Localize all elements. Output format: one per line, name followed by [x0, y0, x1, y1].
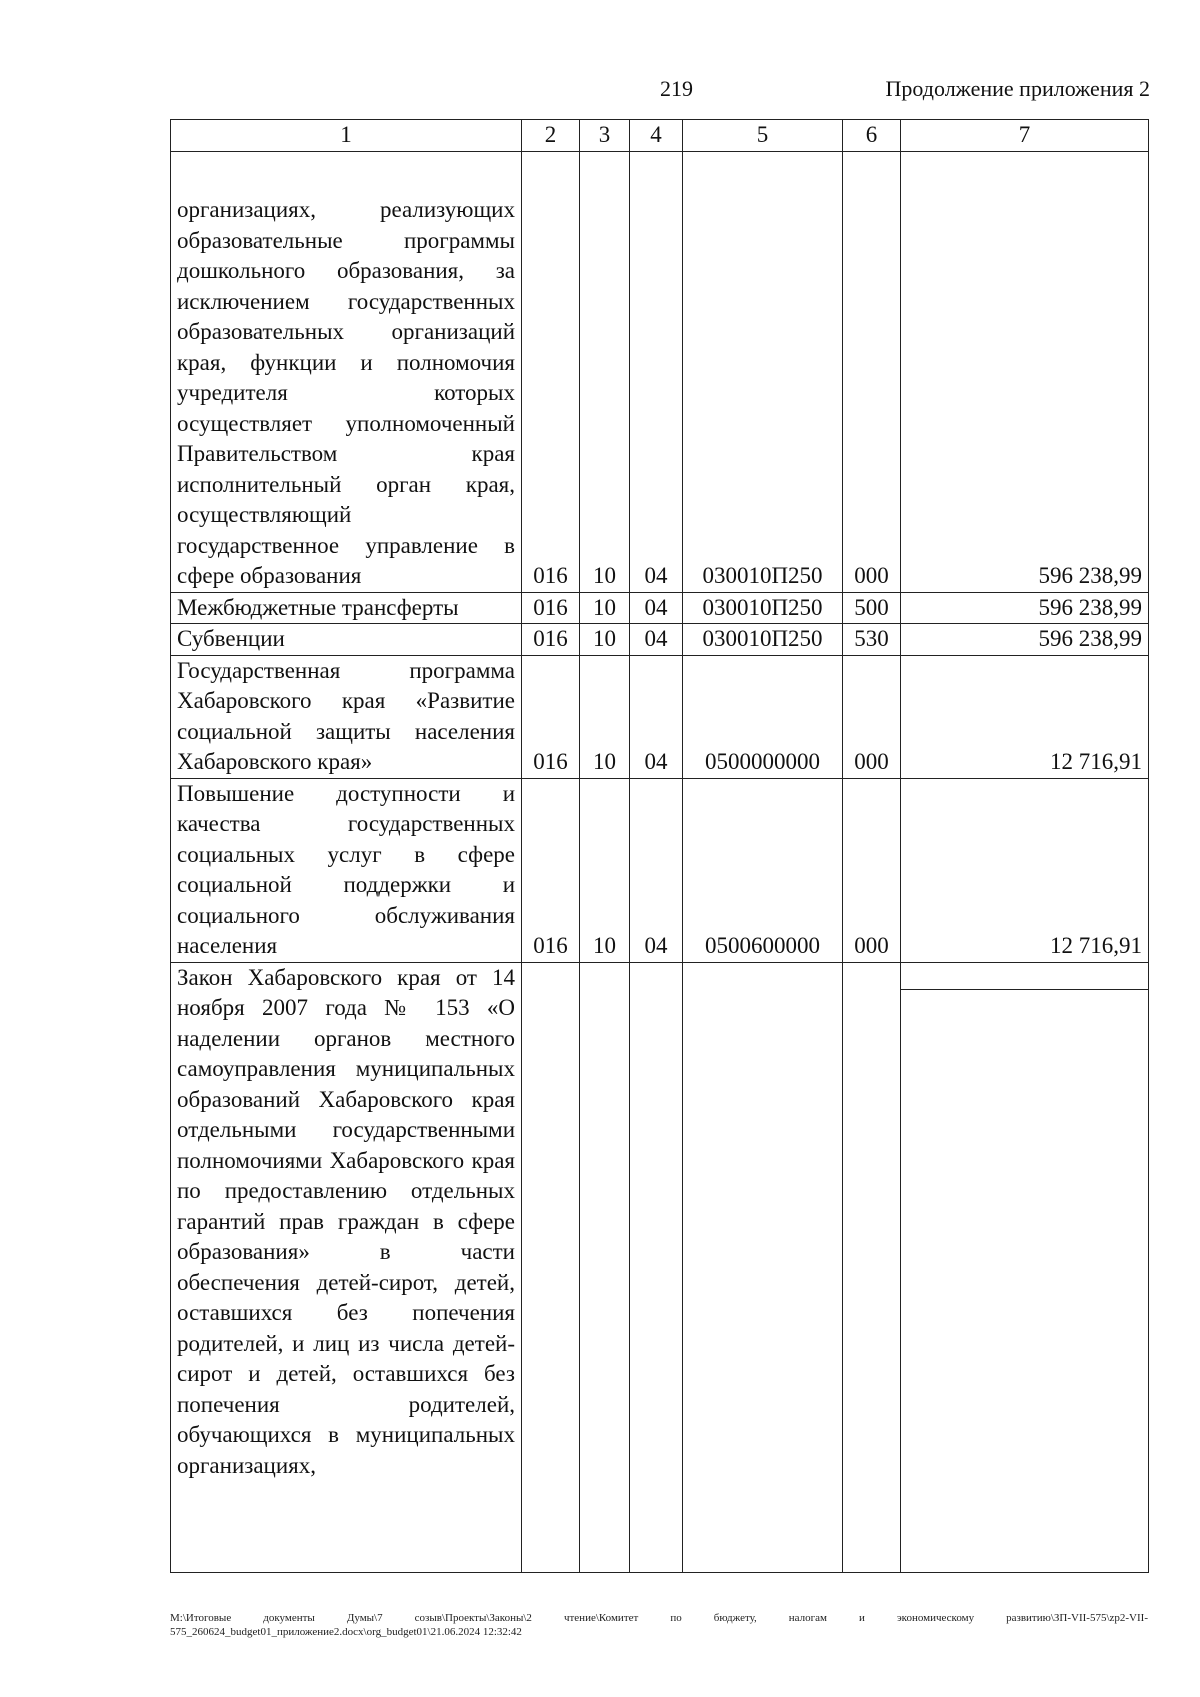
col-header-5: 5	[683, 120, 843, 152]
row-c3: 10	[580, 778, 630, 962]
row-c6	[843, 962, 901, 1572]
row-name: Государственная программа Хабаровского края «Развитие социальной защиты населения Хабаровского края»	[171, 655, 522, 778]
row-name: Закон Хабаровского края от 14 ноября 2007 года № 153 «О наделении органов местного самоуправления муниципальных образований Хабаровского края отдельными государственными полномочиями Хабаровского края по предоставлению отдельных гарантий прав граждан в сфере образования» в части обеспечения детей-сирот, детей, оставшихся без попечения родителей, и лиц из числа детей-сирот и детей, оставшихся без попечения родителей, обучающихся в муниципальных организациях,	[171, 962, 522, 1572]
row-c5: 030010П250	[683, 624, 843, 656]
row-c5: 030010П250	[683, 151, 843, 592]
row-c7: 12 716,91	[901, 655, 1149, 778]
row-c3	[580, 962, 630, 1572]
row-c7: 12 716,91	[901, 778, 1149, 962]
row-c5: 0500600000	[683, 778, 843, 962]
row-c5: 0500000000	[683, 655, 843, 778]
row-c6: 530	[843, 624, 901, 656]
cell-divider	[901, 963, 1148, 990]
row-c6: 500	[843, 592, 901, 624]
row-c2: 016	[522, 655, 580, 778]
col-header-1: 1	[171, 120, 522, 152]
row-c2: 016	[522, 592, 580, 624]
row-c4: 04	[630, 624, 683, 656]
header-row	[171, 120, 1149, 152]
file-path-footer: M:\Итоговые документы Думы\7 созыв\Проекты\Законы\2 чтение\Комитет по бюджету, налогам и экономическому развитию\ЗП-VII-575\zp2-VII-575_260624_budget01_приложение2.docx\org_budget01\21.06.2024 12:32:42	[170, 1612, 1148, 1638]
row-c4	[630, 962, 683, 1572]
table-row	[171, 592, 1149, 624]
col-header-3: 3	[580, 120, 630, 152]
row-c2: 016	[522, 624, 580, 656]
row-c7	[901, 962, 1149, 1572]
row-c3: 10	[580, 624, 630, 656]
row-c3: 10	[580, 655, 630, 778]
row-c4: 04	[630, 151, 683, 592]
row-c4: 04	[630, 655, 683, 778]
row-name: организациях, реализующих образовательные программы дошкольного образования, за исключением государственных образовательных организаций края, функции и полномочия учредителя которых осуществляет уполномоченный Правительством края исполнительный орган края, осуществляющий государственное управление в сфере образования	[171, 151, 522, 592]
row-c7: 596 238,99	[901, 151, 1149, 592]
col-header-6: 6	[843, 120, 901, 152]
row-c6: 000	[843, 151, 901, 592]
col-header-4: 4	[630, 120, 683, 152]
table-row	[171, 962, 1149, 1572]
row-name: Повышение доступности и качества государственных социальных услуг в сфере социальной поддержки и социального обслуживания населения	[171, 778, 522, 962]
row-c3: 10	[580, 151, 630, 592]
continuation-label: Продолжение приложения 2	[885, 76, 1150, 101]
row-c4: 04	[630, 592, 683, 624]
table-row	[171, 778, 1149, 962]
row-c3: 10	[580, 592, 630, 624]
row-c2: 016	[522, 151, 580, 592]
row-c2	[522, 962, 580, 1572]
col-header-7: 7	[901, 120, 1149, 152]
table-row	[171, 151, 1149, 592]
row-c7: 596 238,99	[901, 624, 1149, 656]
table-row	[171, 655, 1149, 778]
row-c7: 596 238,99	[901, 592, 1149, 624]
row-c6: 000	[843, 778, 901, 962]
row-c6: 000	[843, 655, 901, 778]
row-c5: 030010П250	[683, 592, 843, 624]
page-number: 219	[660, 76, 693, 101]
col-header-2: 2	[522, 120, 580, 152]
row-c5	[683, 962, 843, 1572]
row-c4: 04	[630, 778, 683, 962]
row-name: Межбюджетные трансферты	[171, 592, 522, 624]
row-name: Субвенции	[171, 624, 522, 656]
table-row	[171, 624, 1149, 656]
budget-table	[170, 119, 1149, 1573]
row-c2: 016	[522, 778, 580, 962]
